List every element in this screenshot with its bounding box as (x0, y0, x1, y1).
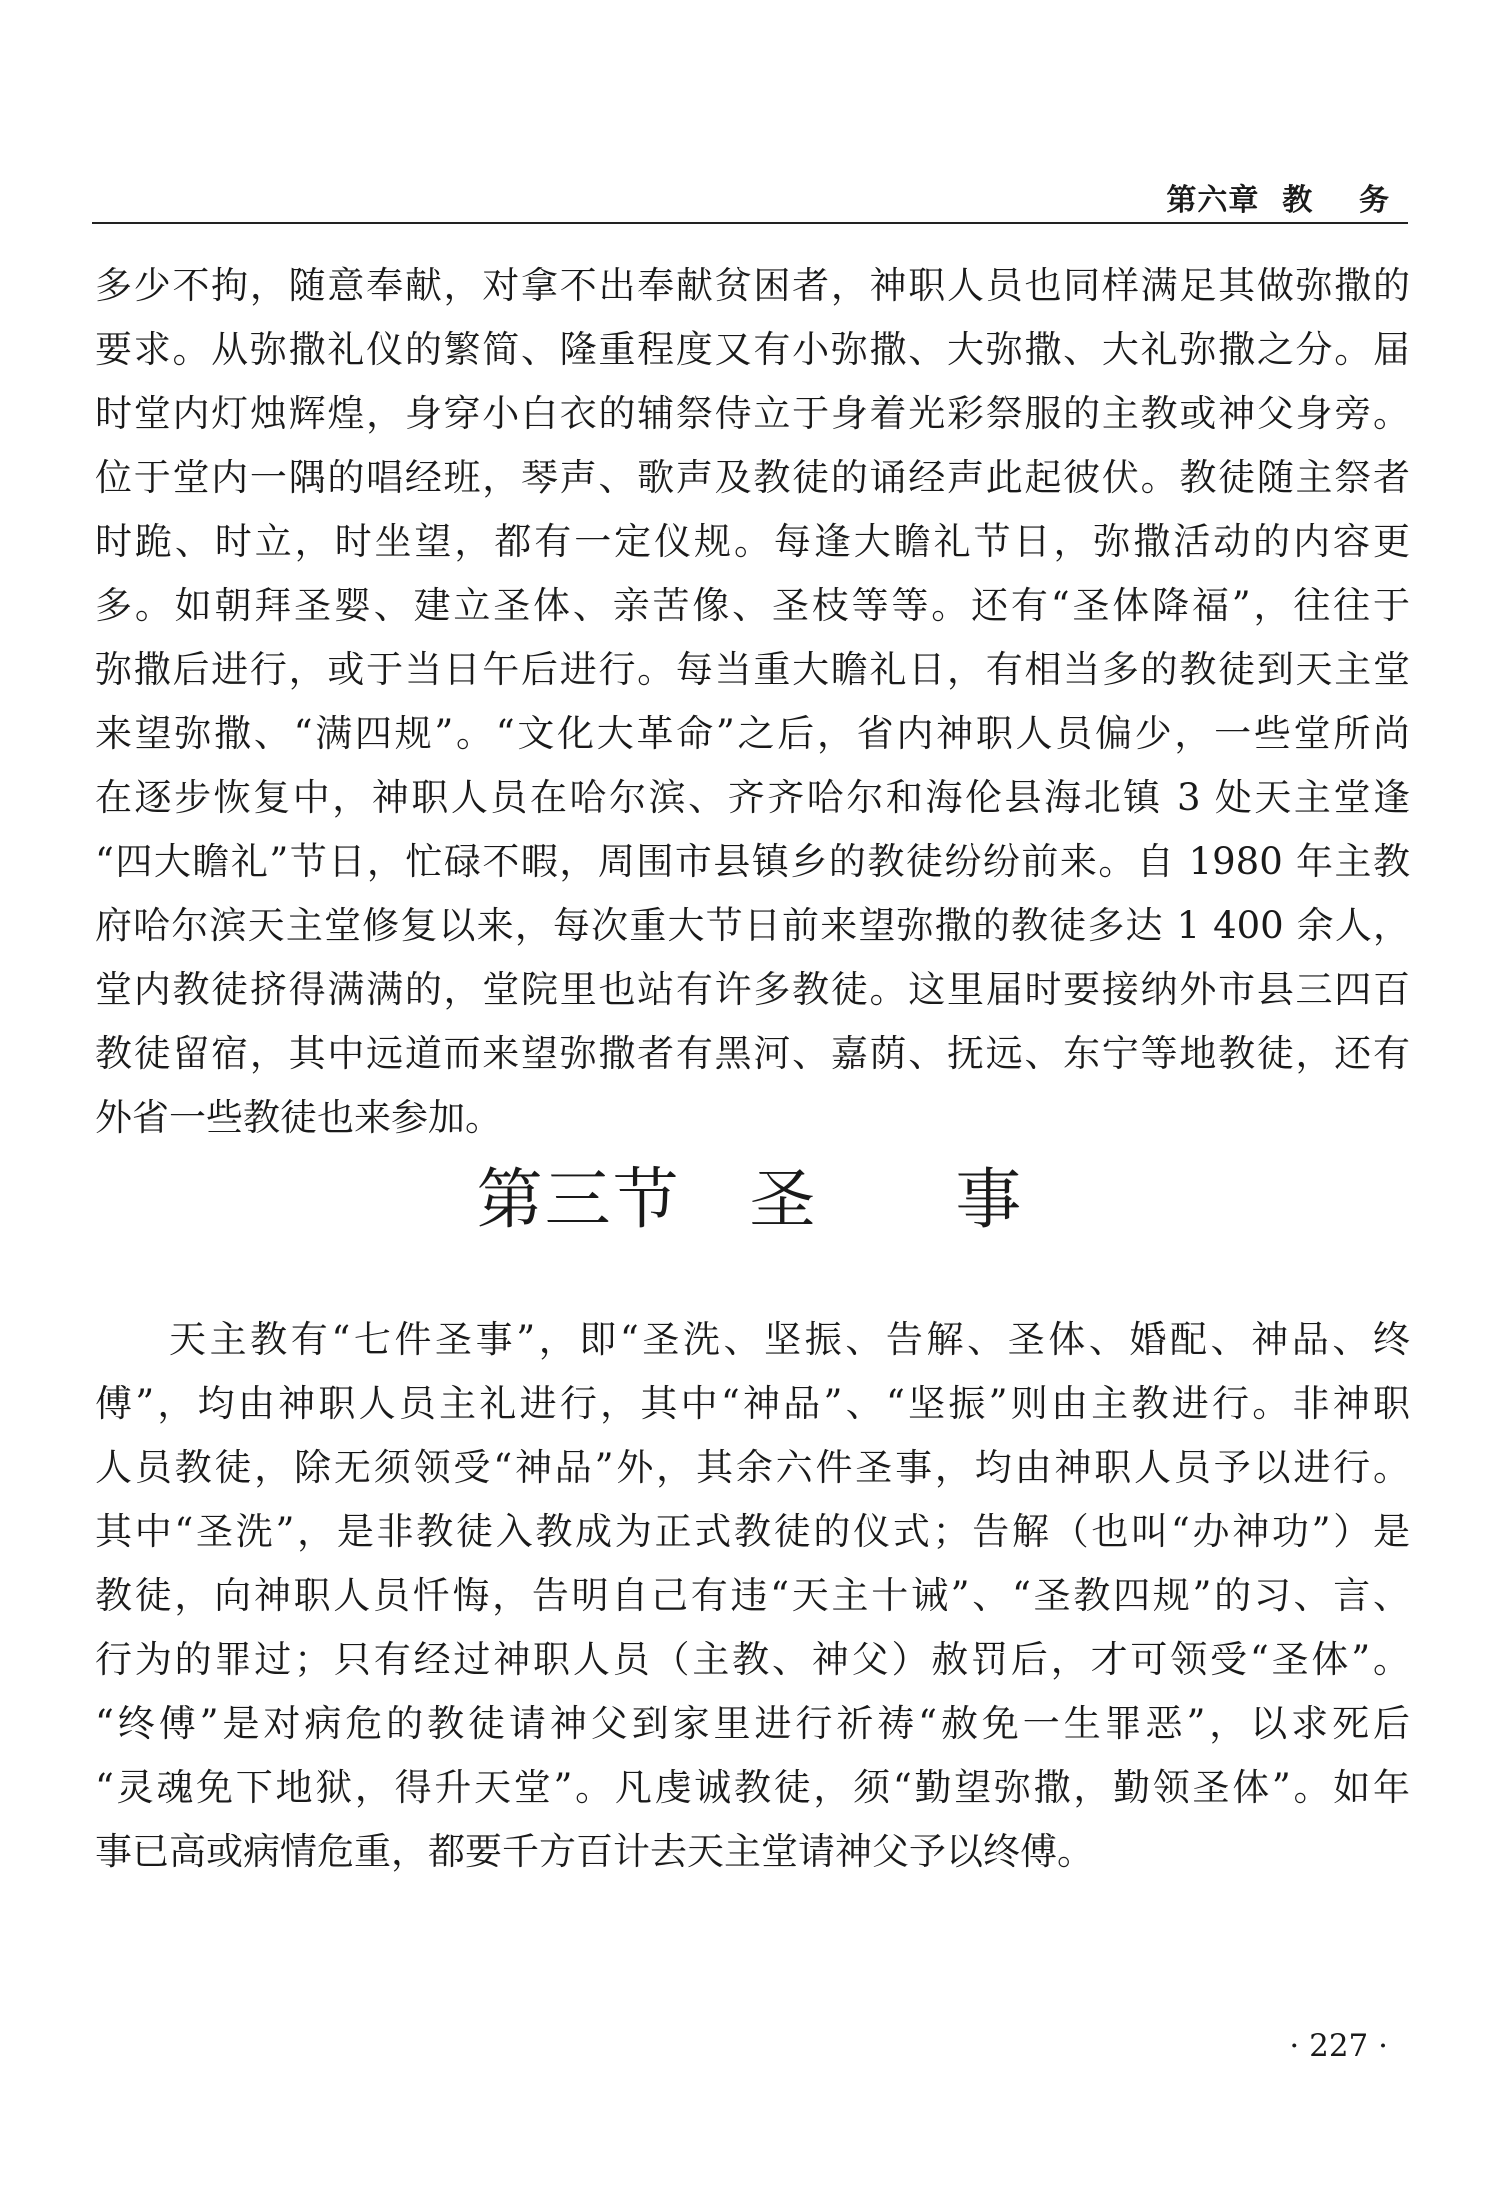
text-line: 在逐步恢复中，神职人员在哈尔滨、齐齐哈尔和海伦县海北镇 3 处天主堂逢 (95, 776, 1410, 819)
text-line: “四大瞻礼”节日，忙碌不暇，周围市县镇乡的教徒纷纷前来。自 1980 年主教 (95, 840, 1410, 883)
text-line: 事已高或病情危重，都要千方百计去天主堂请神父予以终傅。 (95, 1830, 1094, 1873)
running-header: 第六章 教 务 (1166, 183, 1390, 218)
text-line: 时跪、时立，时坐望，都有一定仪规。每逢大瞻礼节日，弥撒活动的内容更 (95, 520, 1410, 563)
text-line: 时堂内灯烛辉煌，身穿小白衣的辅祭侍立于身着光彩祭服的主教或神父身旁。 (95, 392, 1410, 435)
text-line: 教徒留宿，其中远道而来望弥撒者有黑河、嘉荫、抚远、东宁等地教徒，还有 (95, 1032, 1410, 1075)
text-line: 人员教徒，除无须领受“神品”外，其余六件圣事，均由神职人员予以进行。 (95, 1446, 1410, 1489)
text-line: 位于堂内一隅的唱经班，琴声、歌声及教徒的诵经声此起彼伏。教徒随主祭者 (95, 456, 1410, 499)
text-line: 多少不拘，随意奉献，对拿不出奉献贫困者，神职人员也同样满足其做弥撒的 (95, 264, 1410, 307)
text-line: “灵魂免下地狱，得升天堂”。凡虔诚教徒，须“勤望弥撒，勤领圣体”。如年 (95, 1766, 1410, 1809)
text-line: 来望弥撒、“满四规”。“文化大革命”之后，省内神职人员偏少，一些堂所尚 (95, 712, 1410, 755)
text-line: 要求。从弥撒礼仪的繁简、隆重程度又有小弥撒、大弥撒、大礼弥撒之分。届 (95, 328, 1410, 371)
paragraph-mass-continuation (95, 254, 1410, 1150)
text-line: 弥撒后进行，或于当日午后进行。每当重大瞻礼日，有相当多的教徒到天主堂 (95, 648, 1410, 691)
text-line: 其中“圣洗”，是非教徒入教成为正式教徒的仪式；告解（也叫“办神功”）是 (95, 1510, 1410, 1553)
text-line: 外省一些教徒也来参加。 (95, 1096, 502, 1139)
header-rule (92, 222, 1408, 224)
text-line: 堂内教徒挤得满满的，堂院里也站有许多教徒。这里届时要接纳外市县三四百 (95, 968, 1410, 1011)
section-title: 第三节 圣 事 (476, 1161, 1024, 1238)
text-line: 教徒，向神职人员忏悔，告明自己有违“天主十诫”、“圣教四规”的习、言、 (95, 1574, 1410, 1617)
text-line: 府哈尔滨天主堂修复以来，每次重大节日前来望弥撒的教徒多达 1 400 余人， (95, 904, 1410, 947)
text-line: 天主教有“七件圣事”，即“圣洗、坚振、告解、圣体、婚配、神品、终 (169, 1318, 1410, 1361)
text-line: 行为的罪过；只有经过神职人员（主教、神父）赦罚后，才可领受“圣体”。 (95, 1638, 1410, 1681)
text-line: “终傅”是对病危的教徒请神父到家里进行祈祷“赦免一生罪恶”，以求死后 (95, 1702, 1410, 1745)
paragraph-sacraments (95, 1308, 1410, 1884)
text-line: 多。如朝拜圣婴、建立圣体、亲苦像、圣枝等等。还有“圣体降福”，往往于 (95, 584, 1410, 627)
text-line: 傅”，均由神职人员主礼进行，其中“神品”、“坚振”则由主教进行。非神职 (95, 1382, 1410, 1425)
page-number: · 227 · (1289, 2028, 1388, 2064)
